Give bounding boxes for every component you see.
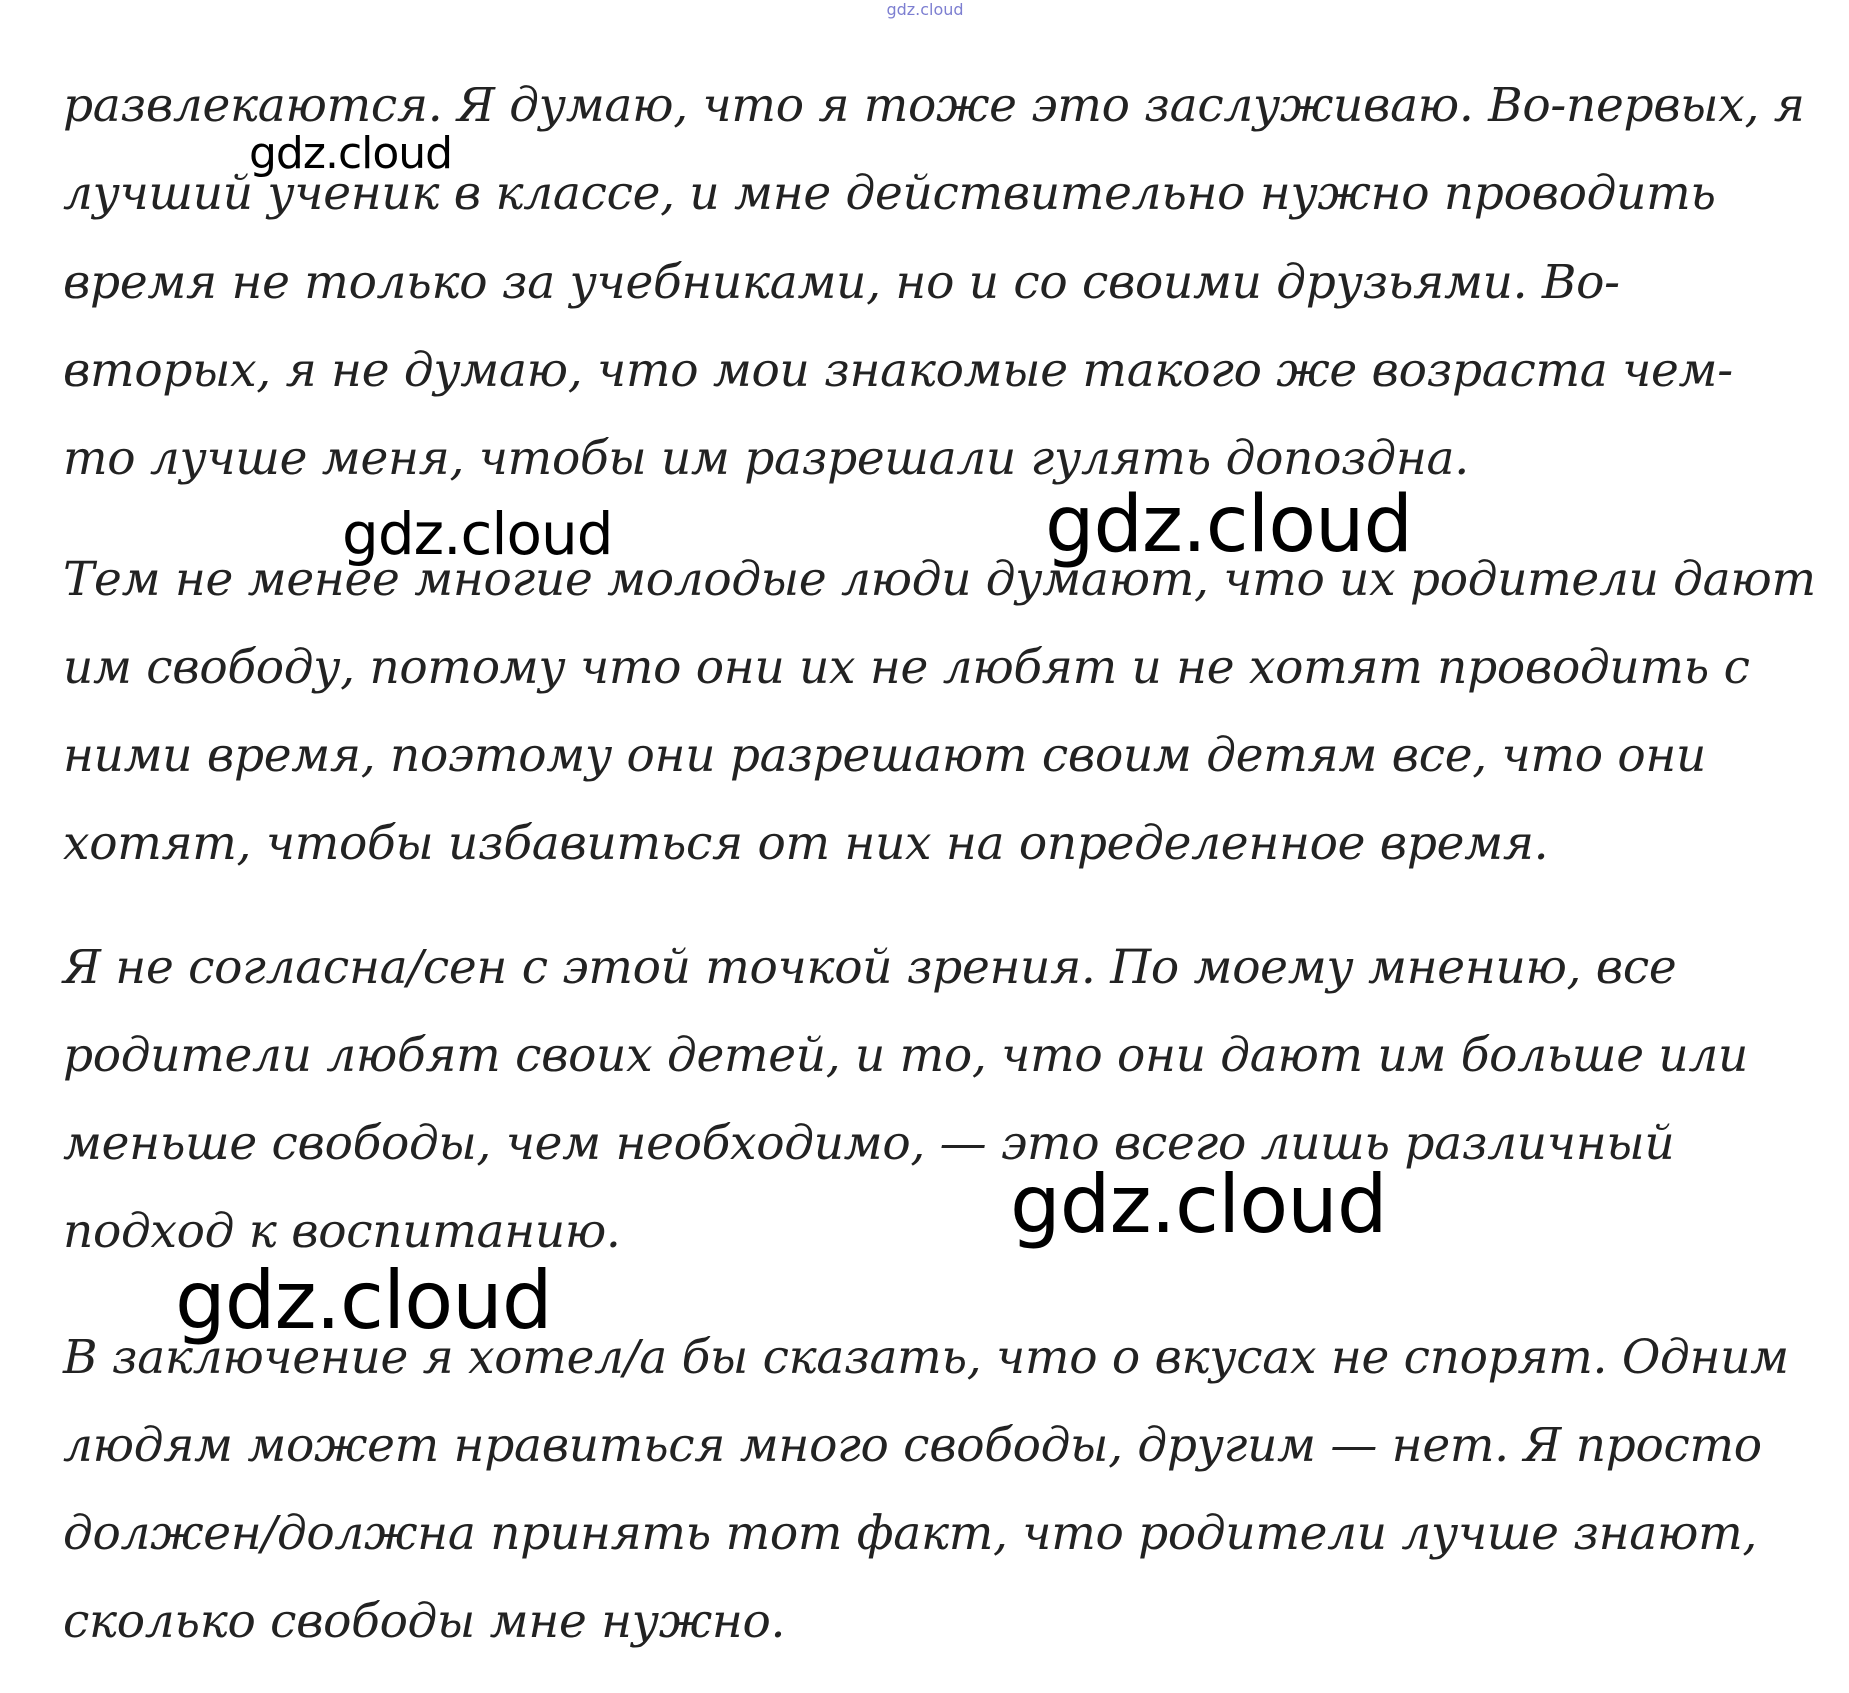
text-line: время не только за учебниками, но и со своими друзьями. Во- xyxy=(63,255,1620,310)
watermark: gdz.cloud xyxy=(342,500,613,568)
watermark: gdz.cloud xyxy=(249,128,453,179)
text-line: им свободу, потому что они их не любят и не хотят проводить с xyxy=(63,640,1750,695)
text-line: В заключение я хотел/а бы сказать, что о вкусах не спорят. Одним xyxy=(63,1330,1789,1385)
watermark: gdz.cloud xyxy=(1010,1158,1387,1251)
text-line: должен/должна принять тот факт, что родители лучше знают, xyxy=(63,1506,1757,1561)
text-line: ними время, поэтому они разрешают своим детям все, что они xyxy=(63,728,1706,783)
watermark: gdz.cloud xyxy=(175,1254,552,1347)
watermark: gdz.cloud xyxy=(1045,480,1412,570)
text-line: вторых, я не думаю, что мои знакомые такого же возраста чем- xyxy=(63,343,1733,398)
source-mark: gdz.cloud xyxy=(886,0,964,19)
text-line: людям может нравиться много свободы, другим — нет. Я просто xyxy=(63,1418,1762,1473)
text-line: Я не согласна/сен с этой точкой зрения. По моему мнению, все xyxy=(63,940,1677,995)
text-line: Тем не менее многие молодые люди думают, что их родители дают xyxy=(63,552,1816,607)
text-line: то лучше меня, чтобы им разрешали гулять допоздна. xyxy=(63,431,1469,486)
text-line: развлекаются. Я думаю, что я тоже это заслуживаю. Во-первых, я xyxy=(63,78,1805,133)
text-line: лучший ученик в классе, и мне действительно нужно проводить xyxy=(63,166,1716,221)
text-line: родители любят своих детей, и то, что они дают им больше или xyxy=(63,1028,1748,1083)
text-line: меньше свободы, чем необходимо, — это всего лишь различный xyxy=(63,1116,1675,1171)
text-line: хотят, чтобы избавиться от них на определенное время. xyxy=(63,816,1549,871)
text-line: сколько свободы мне нужно. xyxy=(63,1594,786,1649)
text-line: подход к воспитанию. xyxy=(63,1204,621,1259)
